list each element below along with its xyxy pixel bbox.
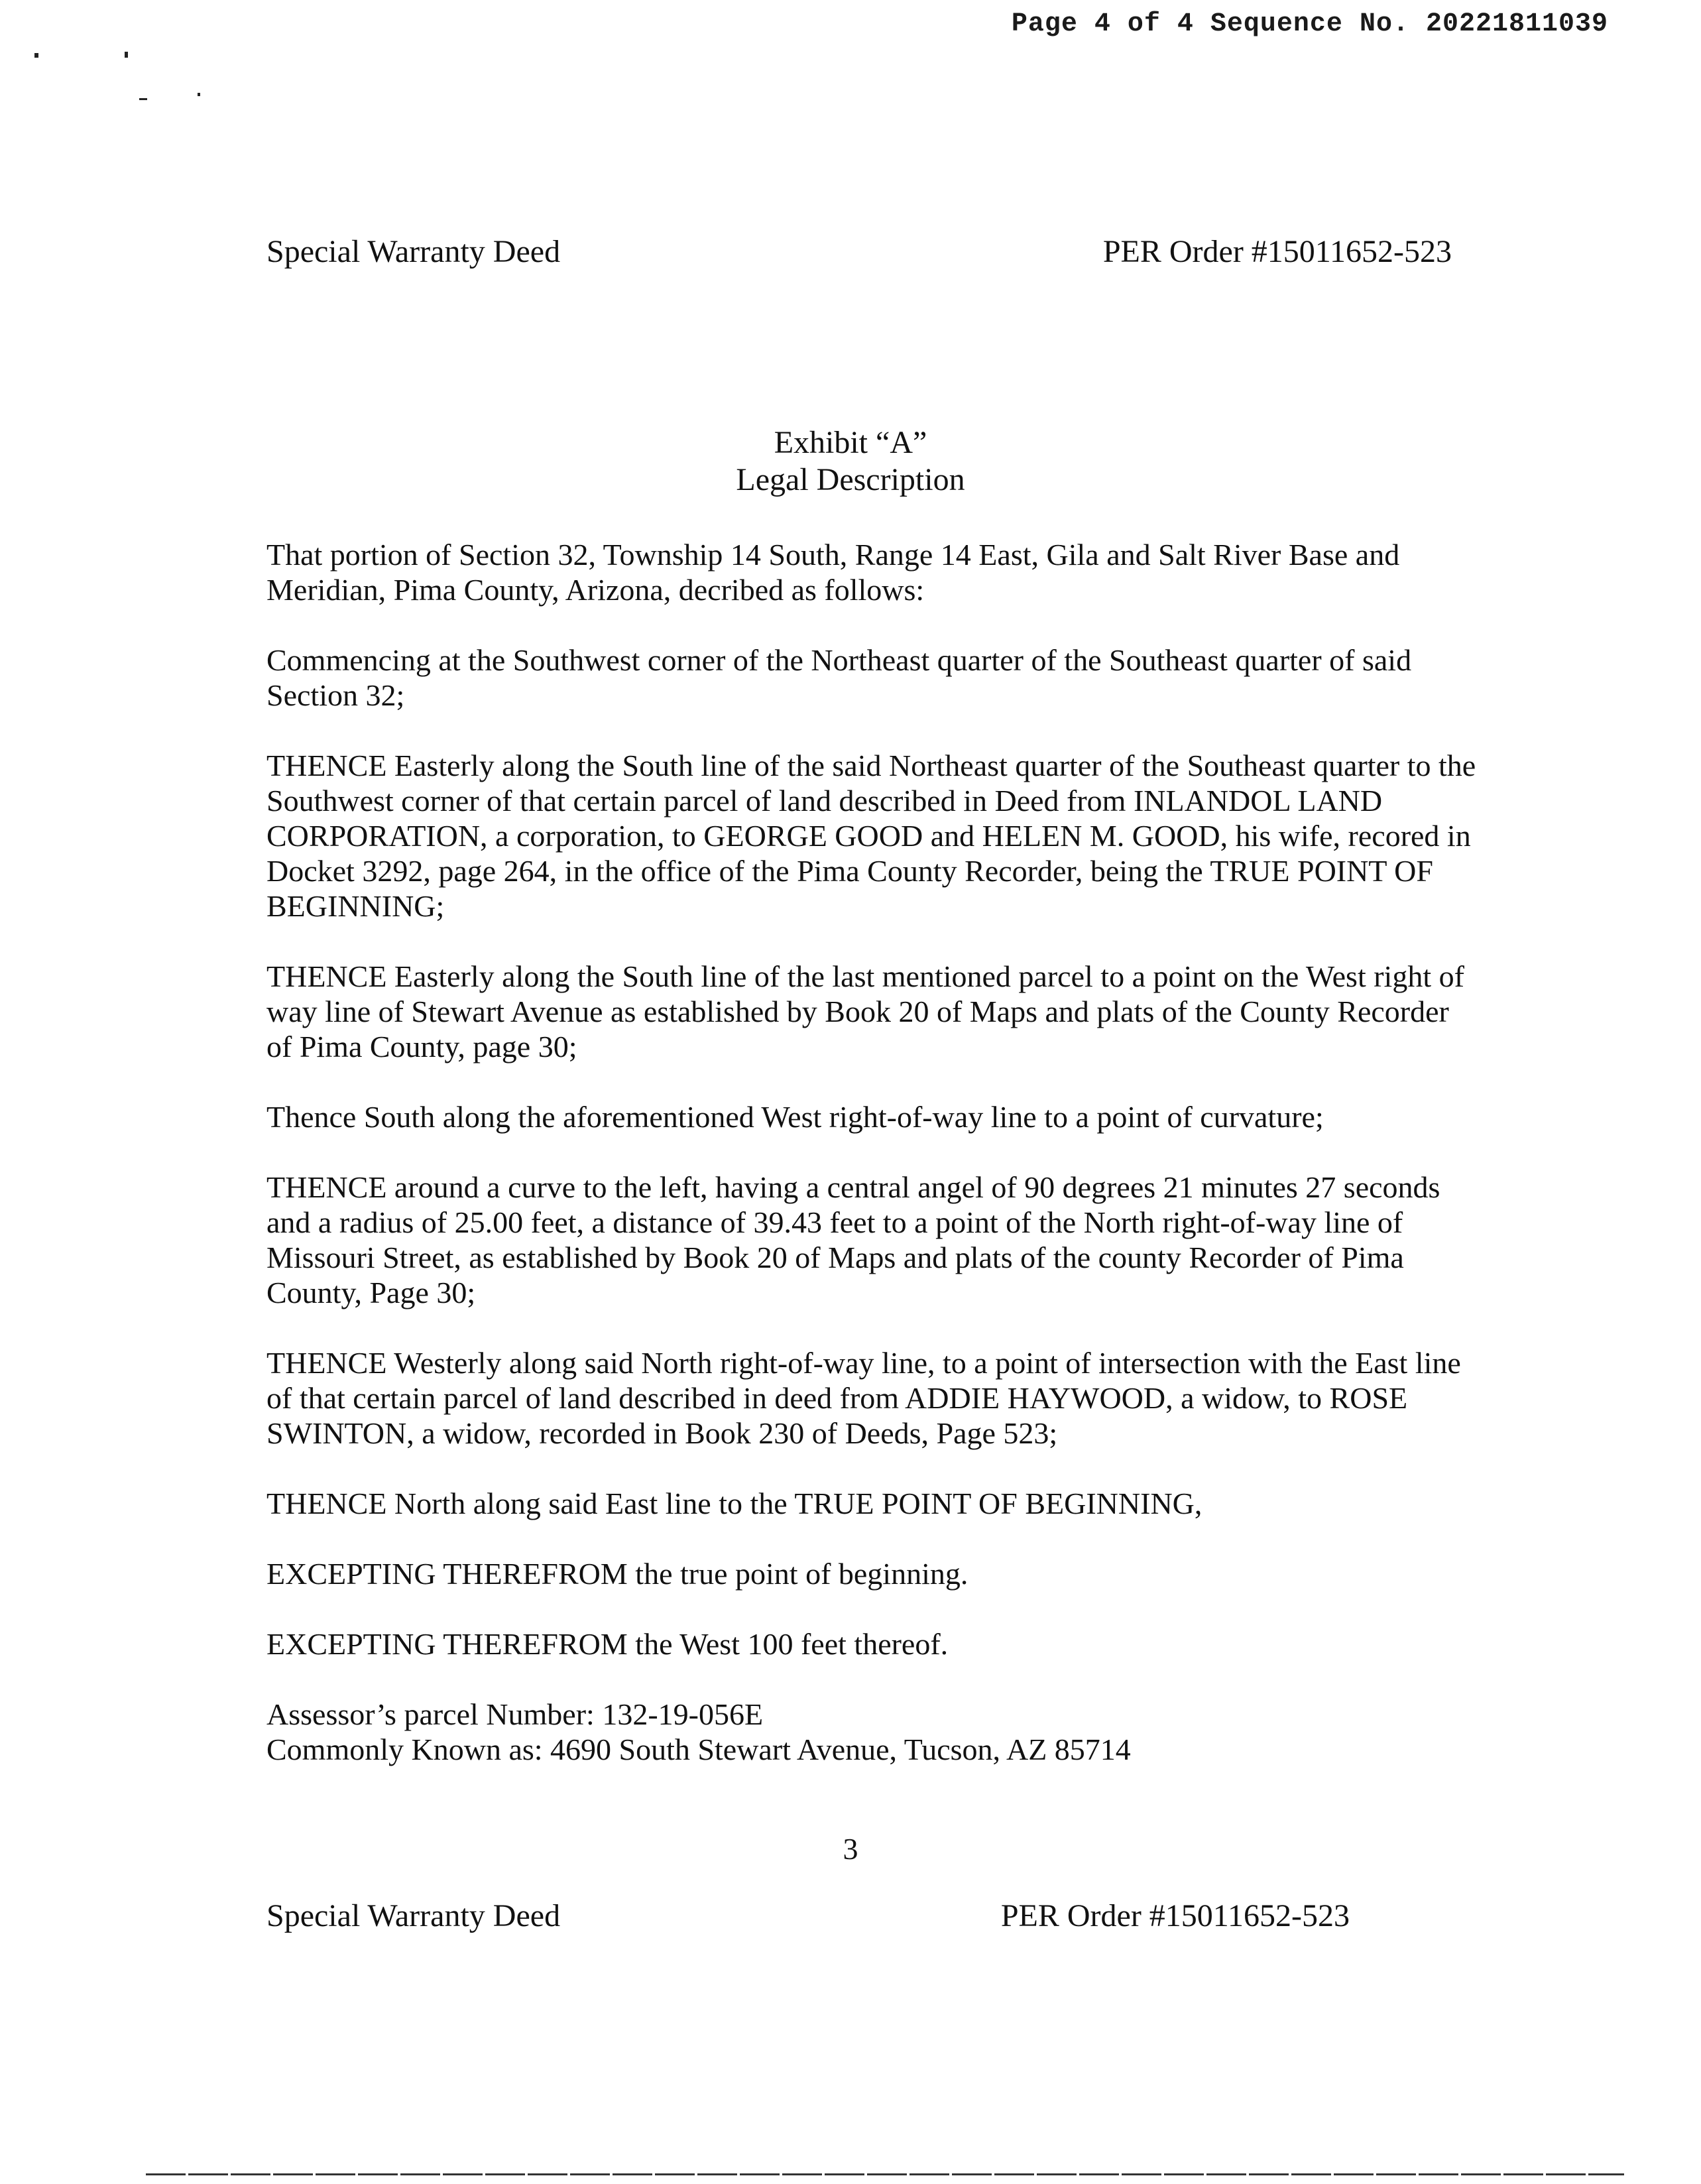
- footer-right: PER Order #15011652-523: [1000, 1898, 1350, 1933]
- paragraph: THENCE Westerly along said North right-of-way line, to a point of intersection with the East line of that certain parcel of land described in deed from ADDIE HAYWOOD, a widow, to ROSE SWINTON, a widow, recorded in Book 230 of Deeds, Page 523;: [266, 1346, 1461, 1450]
- exhibit-subtitle: Legal Description: [736, 462, 965, 497]
- legal-description: [266, 537, 1480, 1767]
- footer-left: Special Warranty Deed: [266, 1898, 561, 1933]
- paragraph: THENCE North along said East line to the TRUE POINT OF BEGINNING,: [266, 1486, 1202, 1520]
- exhibit-title: Exhibit “A”: [774, 425, 927, 460]
- paragraph: Thence South along the aforementioned West right-of-way line to a point of curvature;: [266, 1100, 1324, 1134]
- paragraph: EXCEPTING THEREFROM the true point of beginning.: [266, 1557, 968, 1591]
- scan-speck: [125, 52, 128, 58]
- paragraph: THENCE Easterly along the South line of the last mentioned parcel to a point on the West right of way line of Stewart Avenue as established by Book 20 of Maps and plats of the County Recorder of Pima County, page 30;: [266, 959, 1464, 1063]
- recording-stamp: Page 4 of 4 Sequence No. 20221811039: [1011, 9, 1608, 39]
- scan-speck: [34, 53, 38, 58]
- paragraph: THENCE around a curve to the left, having a central angel of 90 degrees 21 minutes 27 seconds and a radius of 25.00 feet, a distance of 39.43 feet to a point of the North right-of-way line of Missouri Street, as established by Book 20 of Maps and plats of the county Recorder of Pima County, Page 30;: [266, 1170, 1440, 1309]
- commonly-known-as: Commonly Known as: 4690 South Stewart Avenue, Tucson, AZ 85714: [266, 1732, 1131, 1766]
- scan-speck: [198, 93, 200, 96]
- scan-edge-line: [146, 2173, 1624, 2175]
- header-left: Special Warranty Deed: [266, 234, 561, 269]
- paragraph: Commencing at the Southwest corner of the Northeast quarter of the Southeast quarter of said Section 32;: [266, 643, 1412, 712]
- paragraph: THENCE Easterly along the South line of the said Northeast quarter of the Southeast quarter to the Southwest corner of that certain parcel of land described in Deed from INLANDOL LAND CORPORATION, a corporation, to GEORGE GOOD and HELEN M. GOOD, his wife, recored in Docket 3292, page 264, in the office of the Pima County Recorder, being the TRUE POINT OF BEGINNING;: [266, 749, 1476, 923]
- assessor-parcel-number: Assessor’s parcel Number: 132-19-056E: [266, 1697, 764, 1731]
- paragraph: That portion of Section 32, Township 14 South, Range 14 East, Gila and Salt River Base and Meridian, Pima County, Arizona, decribed as follows:: [266, 538, 1400, 607]
- scan-speck: [139, 98, 147, 100]
- header-right: PER Order #15011652-523: [1102, 234, 1452, 269]
- paragraph: EXCEPTING THEREFROM the West 100 feet thereof.: [266, 1627, 949, 1661]
- page-number: 3: [843, 1832, 858, 1866]
